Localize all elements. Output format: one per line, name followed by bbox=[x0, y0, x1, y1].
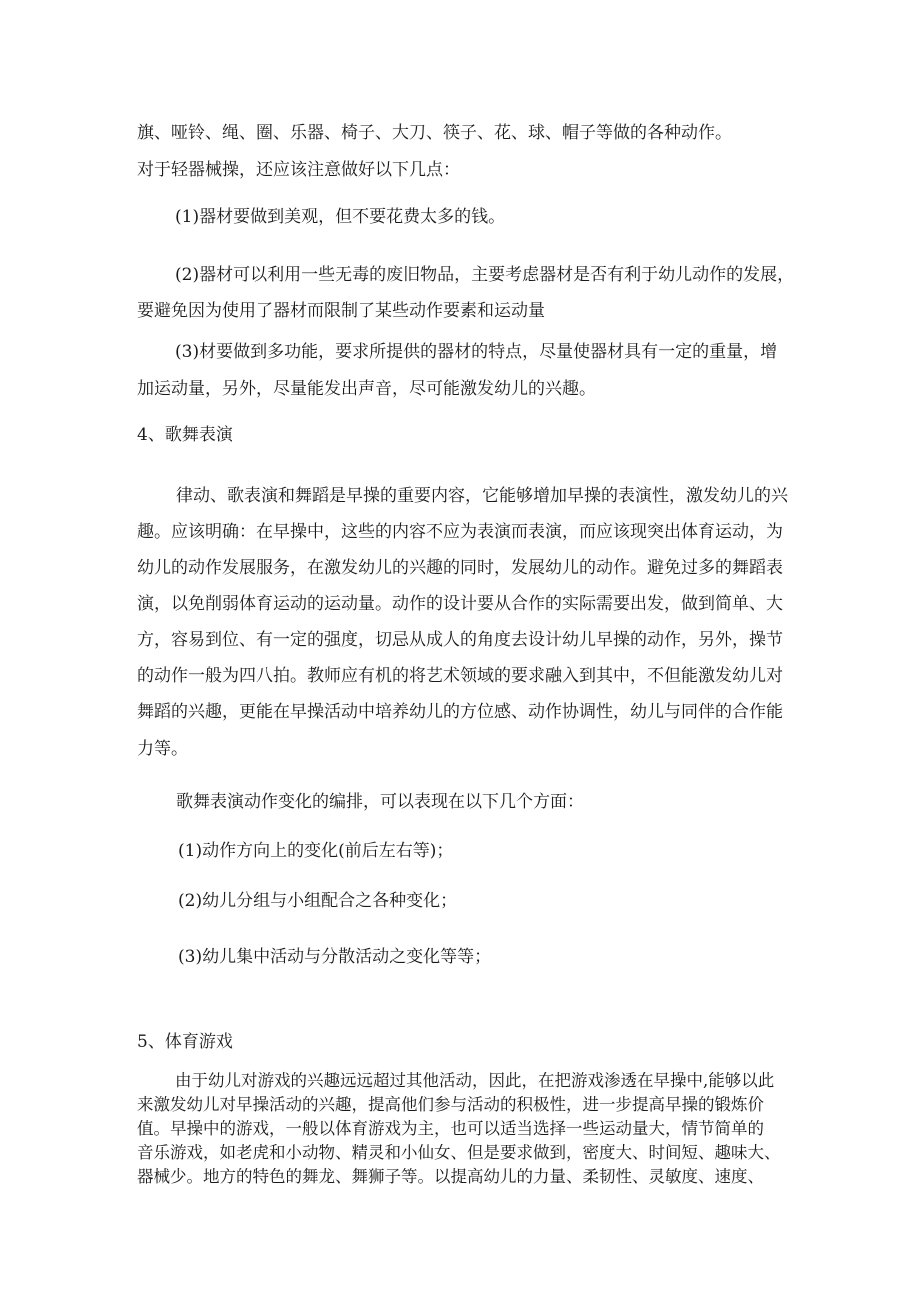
paragraph-line: 由于幼儿对游戏的兴趣远远超过其他活动，因此，在把游戏渗透在早操中,能够以此 bbox=[175, 1071, 775, 1090]
paragraph-line: 趣。应该明确：在早操中，这些的内容不应为表演而表演，而应该现突出体育运动，为 bbox=[137, 522, 783, 542]
paragraph-line: 歌舞表演动作变化的编排，可以表现在以下几个方面： bbox=[176, 792, 584, 812]
paragraph-line: 演，以免削弱体育运动的运动量。动作的设计要从合作的实际需要出发，做到简单、大 bbox=[137, 594, 783, 614]
paragraph-line: 音乐游戏，如老虎和小动物、精灵和小仙女、但是要求做到，密度大、时间短、趣味大、 bbox=[137, 1143, 781, 1162]
paragraph-line: 值。早操中的游戏，一般以体育游戏为主，也可以适当选择一些运动量大，情节简单的 bbox=[137, 1119, 764, 1138]
list-item: (2)器材可以利用一些无毒的废旧物品，主要考虑器材是否有利于幼儿动作的发展， bbox=[175, 265, 795, 285]
list-item: (1)器材要做到美观，但不要花费太多的钱。 bbox=[175, 207, 506, 227]
text-line: 加运动量，另外，尽量能发出声音，尽可能激发幼儿的兴趣。 bbox=[137, 379, 596, 399]
paragraph-line: 的动作一般为四八拍。教师应有机的将艺术领域的要求融入到其中，不但能激发幼儿对 bbox=[137, 666, 783, 686]
paragraph-line: 舞蹈的兴趣，更能在早操活动中培养幼儿的方位感、动作协调性，幼儿与同伴的合作能 bbox=[137, 702, 783, 722]
paragraph-line: 幼儿的动作发展服务，在激发幼儿的兴趣的同时，发展幼儿的动作。避免过多的舞蹈表 bbox=[137, 558, 783, 578]
paragraph-line: 来激发幼儿对早操活动的兴趣，提高他们参与活动的积极性，进一步提高早操的锻炼价 bbox=[137, 1095, 764, 1114]
list-item: (1)动作方向上的变化(前后左右等)； bbox=[178, 841, 454, 861]
section-heading: 5、体育游戏 bbox=[137, 1032, 233, 1052]
section-heading: 4、歌舞表演 bbox=[137, 425, 233, 445]
text-line: 旗、哑铃、绳、圈、乐器、椅子、大刀、筷子、花、球、帽子等做的各种动作。 bbox=[137, 123, 732, 143]
paragraph-line: 力等。 bbox=[137, 739, 188, 759]
list-item: (2)幼儿分组与小组配合之各种变化； bbox=[178, 891, 458, 911]
text-line: 对于轻器械操，还应该注意做好以下几点： bbox=[137, 160, 460, 180]
paragraph-line: 律动、歌表演和舞蹈是早操的重要内容，它能够增加早操的表演性，激发幼儿的兴 bbox=[176, 486, 788, 506]
list-item: (3)幼儿集中活动与分散活动之变化等等； bbox=[178, 947, 492, 967]
paragraph-line: 器械少。地方的特色的舞龙、舞狮子等。以提高幼儿的力量、柔韧性、灵敏度、速度、 bbox=[137, 1167, 764, 1186]
list-item: (3)材要做到多功能，要求所提供的器材的特点，尽量使器材具有一定的重量，增 bbox=[175, 342, 778, 362]
text-line: 要避免因为使用了器材而限制了某些动作要素和运动量 bbox=[137, 301, 545, 321]
paragraph-line: 方，容易到位、有一定的强度，切忌从成人的角度去设计幼儿早操的动作，另外，操节 bbox=[137, 630, 783, 650]
